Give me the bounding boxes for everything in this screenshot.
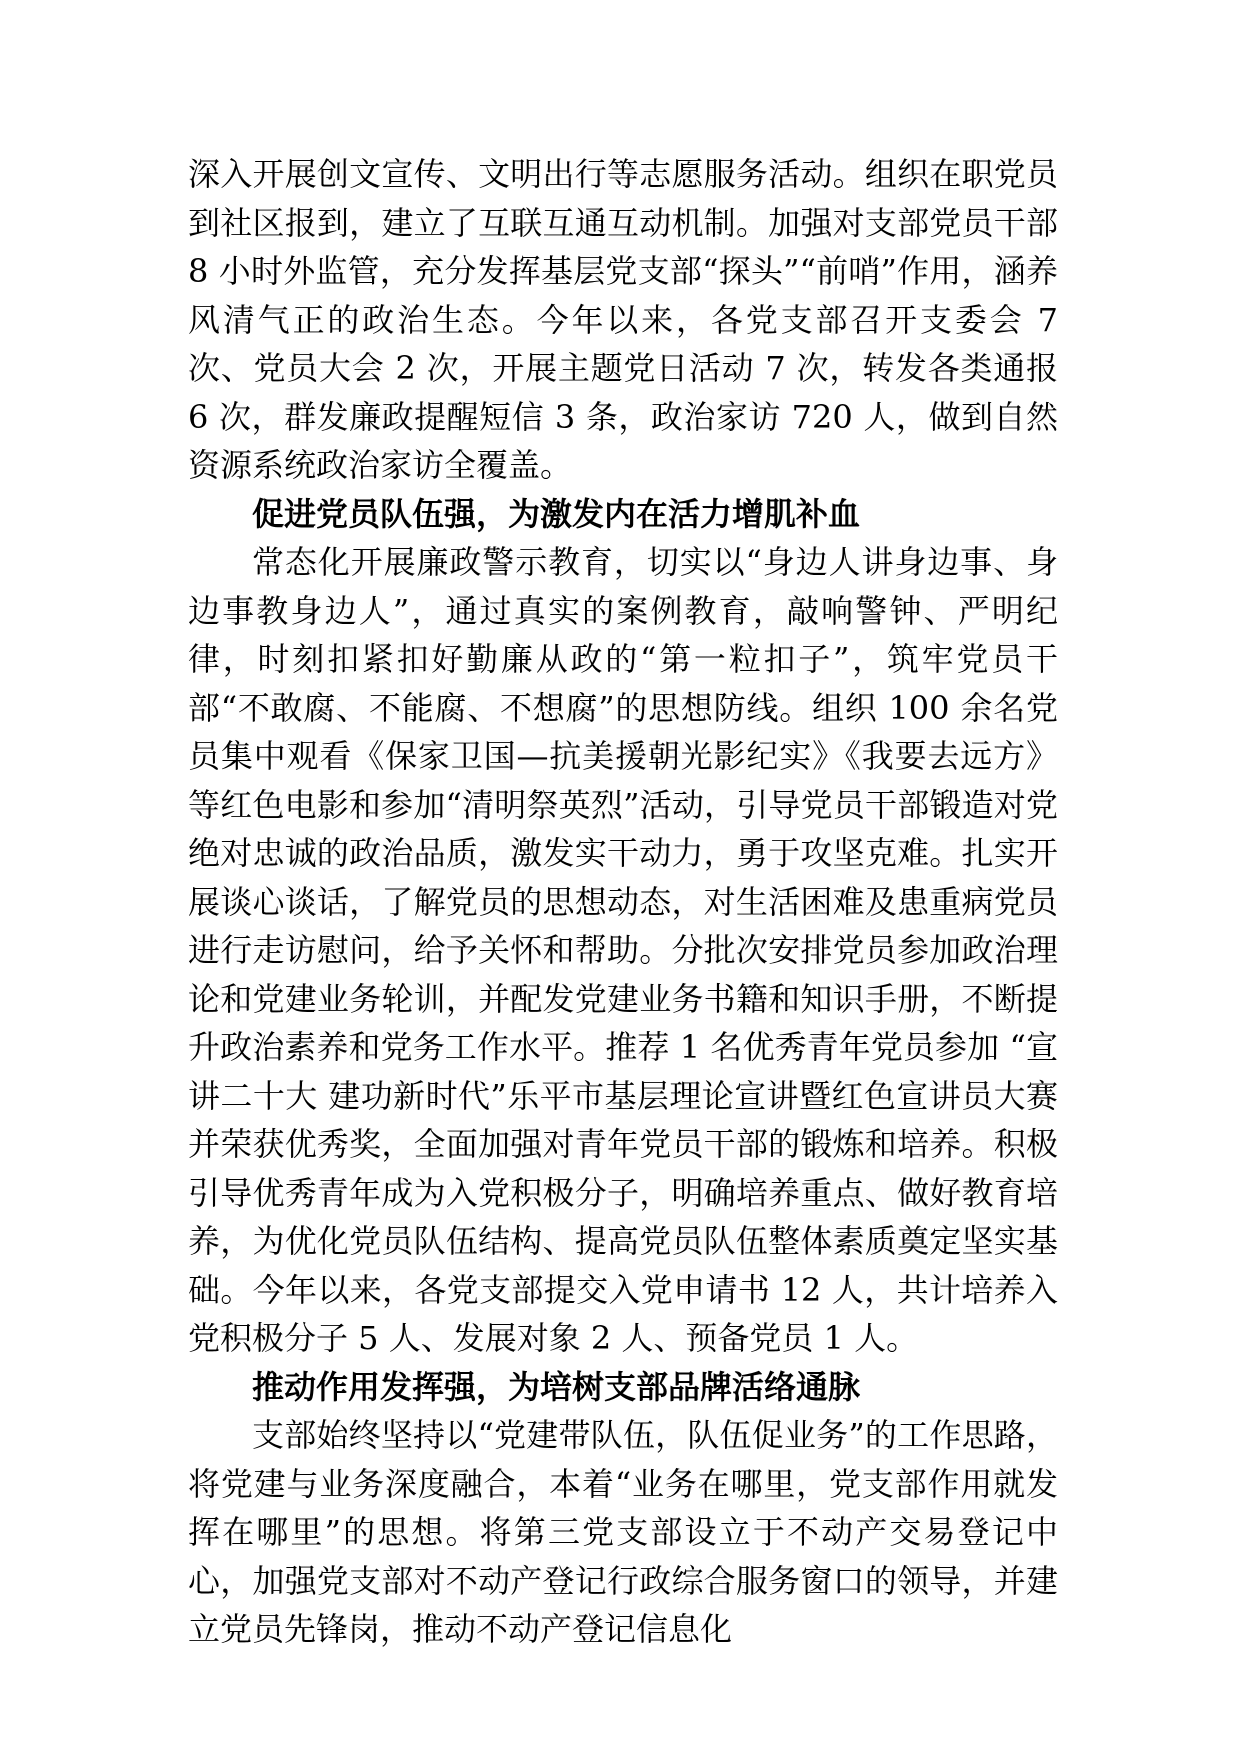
document-body [188,150,1058,1654]
section-heading: 推动作用发挥强，为培树支部品牌活络通脉 [252,1367,861,1406]
body-paragraph: 支部始终坚持以“党建带队伍，队伍促业务”的工作思路，将党建与业务深度融合，本着“业务在哪里，党支部作用就发挥在哪里”的思想。将第三党支部设立于不动产交易登记中心，加强党支部对不动产登记行政综合服务窗口的领导，并建立党员先锋岗，推动不动产登记信息化 [188,1416,1058,1648]
body-paragraph: 常态化开展廉政警示教育，切实以“身边人讲身边事、身边事教身边人”，通过真实的案例教育，敲响警钟、严明纪律，时刻扣紧扣好勤廉从政的“第一粒扣子”，筑牢党员干部“不敢腐、不能腐、不想腐”的思想防线。组织 100 余名党员集中观看《保家卫国—抗美援朝光影纪实》《我要去远方》等红色电影和参加“清明祭英烈”活动，引导党员干部锻造对党绝对忠诚的政治品质，激发实干动力，勇于攻坚克难。扎实开展谈心谈话，了解党员的思想动态，对生活困难及患重病党员进行走访慰问，给予关怀和帮助。分批次安排党员参加政治理论和党建业务轮训，并配发党建业务书籍和知识手册，不断提升政治素养和党务工作水平。推荐 1 名优秀青年党员参加 “宣讲二十大 建功新时代”乐平市基层理论宣讲暨红色宣讲员大赛并荣获优秀奖，全面加强对青年党员干部的锻炼和培养。积极引导优秀青年成为入党积极分子，明确培养重点、做好教育培养，为优化党员队伍结构、提高党员队伍整体素质奠定坚实基础。今年以来，各党支部提交入党申请书 12 人，共计培养入党积极分子 5 人、发展对象 2 人、预备党员 1 人。 [188,543,1058,1357]
section-heading: 促进党员队伍强，为激发内在活力增肌补血 [252,494,861,533]
body-paragraph: 深入开展创文宣传、文明出行等志愿服务活动。组织在职党员到社区报到，建立了互联互通互动机制。加强对支部党员干部 8 小时外监管，充分发挥基层党支部“探头”“前哨”作用，涵养风清气正的政治生态。今年以来，各党支部召开支委会 7 次、党员大会 2 次，开展主题党日活动 7 次，转发各类通报 6 次，群发廉政提醒短信 3 条，政治家访 720 人，做到自然资源系统政治家访全覆盖。 [188,155,1058,484]
